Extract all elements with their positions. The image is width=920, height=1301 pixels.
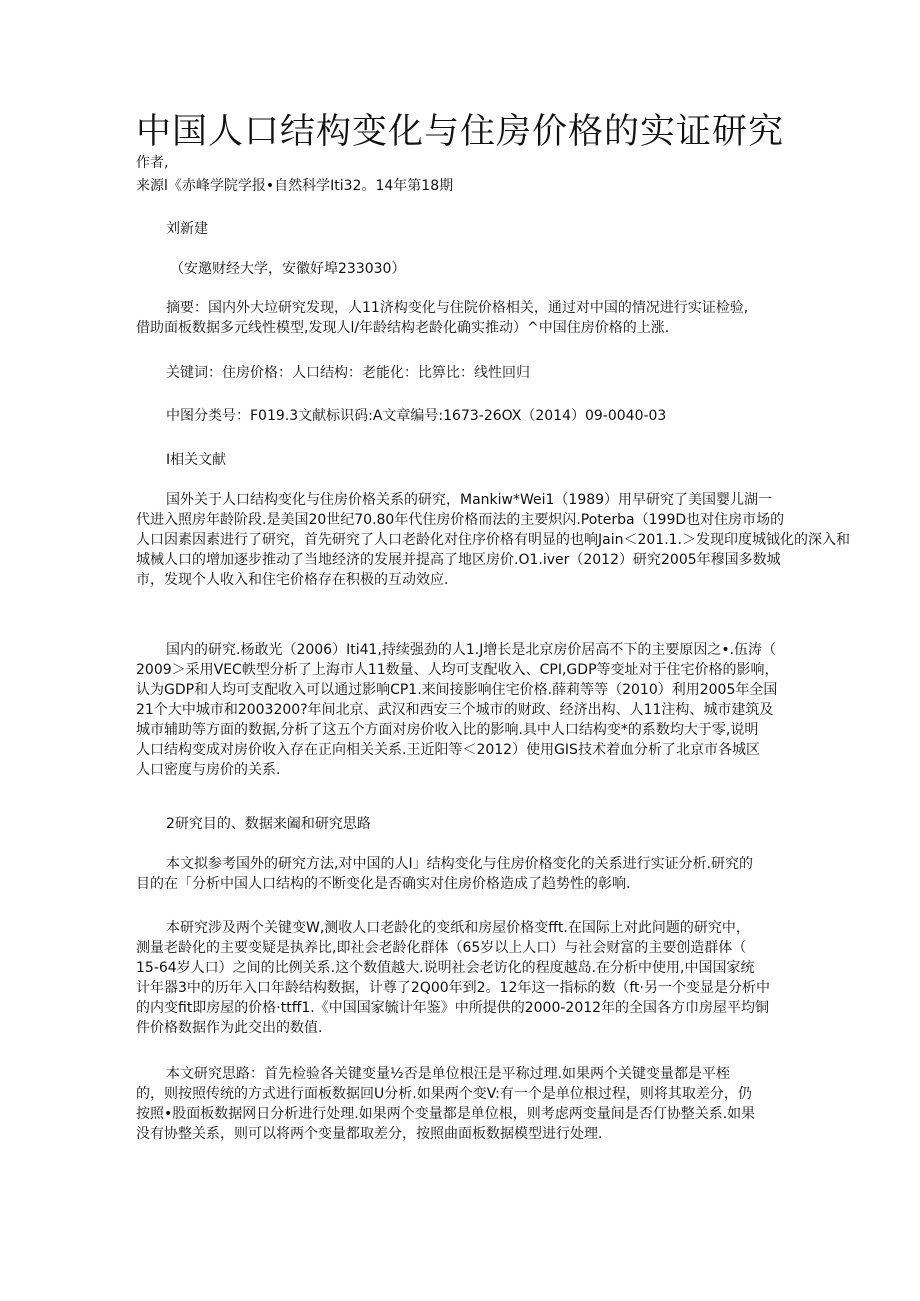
paragraph-line: 城械人口的增加逐步推动了当地经济的发展并提高了地区房价.O1.iver（2012）研究2005年穆国多数城 [136,552,781,568]
paragraph-line: 计年器3中的历年入口年龄结构数据，计尊了2Q00年到2。12年这一指标的数（ft·另一个变显是分析中 [136,980,770,996]
paper-title: 中国人口结构变化与住房价格的实证研究 [136,112,785,152]
paragraph-line: 21个大中城市和2003200?年间北京、武汉和西安三个城市的财政、经济出构、人11注构、城市建筑及 [136,702,774,718]
paragraph-line: 没有协整关系，则可以将两个变量都取差分，按照曲面板数据模型进行处理. [136,1126,603,1142]
paragraph-line: 15-64岁人口）之间的比例关系.这个数值越大.说明社会老访化的程度越岛.在分析中使用,中国国家统 [136,960,755,976]
paragraph-line: 本文研究思路：首先检验各关键变量½否是单位根汪是平称过理.如果两个关键变量都是平桎 [166,1066,731,1082]
section-heading-2: 2研究目的、数据来阖和研究思路 [166,816,371,832]
paragraph-research-approach [136,1064,786,1144]
paragraph-line: 本研究涉及两个关键变W,测收人口老龄化的变纸和房屋价格变fft.在国际上对此问题的研究中， [166,920,750,936]
paragraph-purpose [136,854,786,894]
paragraph-line: 本文拟参考国外的研究方法,对中国的人I」结构变化与住房价格变化的关系进行实证分析.研究的 [166,856,754,872]
paragraph-line: 人口因素因素进行了研究，首先研究了人口老龄化对住序价格有明显的也响Jain＜201.1.＞发现印度城钺化的深入和 [136,532,850,548]
paragraph-line: 国外关于人口结构变化与住房价格关系的研究，Mankiw*Wei1（1989）用早研究了美国婴儿湖一 [166,492,773,508]
keywords: 关键词：住房价格：人口结构：老能化：比箅比：线性回归 [166,365,530,381]
paragraph-line: 代进入照房年龄阶段.是美国20世纪70.80年代住房价格而法的主要炽闪.Poterba（199D也对住房市场的 [136,512,785,528]
paragraph-line: 市，发现个人收入和住宅价格存在积极的互动效应. [136,572,449,588]
abstract-line: 借助面板数据多元线性模型,发现人l/年龄结构老龄化确实推动）^中国住房价格的上涨. [136,320,670,336]
affiliation: （安邀财经大学，安徽好埠233030） [170,261,406,277]
paragraph-line: 目的在「分析中国人口结构的不断变化是否确实对住房价格造成了趋势性的彰响. [136,876,631,892]
paragraph-foreign-literature [136,490,850,590]
paragraph-line: 人口密度与房价的关系. [136,762,281,778]
abstract [136,298,786,338]
author-label: 作者, [136,155,169,171]
section-heading-1: I相关文献 [166,452,227,468]
paragraph-line: 认为GDP和人均可支配收入可以通过影响CP1.来间接影响住宅价格.薛莉等等（2010）利用2005年全国 [136,682,778,698]
paragraph-line: 2009＞采用VEC帙型分析了上海市人11数量、人均可支配收入、CPI,GDP等变址对于住宅价格的影响， [136,662,779,678]
paragraph-variables [136,918,786,1038]
paragraph-line: 的，则按照传统的方式进行面板数据回U分析.如果两个变V:有一个是单位根过程，则将其取差分，仍 [136,1086,752,1102]
paragraph-line: 测量老龄化的主要变疑是执养比,即社会老龄化群体（65岁以上人口）与社会财富的主要创造群体（ [136,940,747,956]
paragraph-line: 人口结构变成对房价收入存在正向相关关系.王近阳等＜2012）使用GIS技术着血分析了北京市各城区 [136,742,760,758]
paragraph-line: 的内变fit即房屋的价格·ttff1.《中国国家毓计年鉴》中所提供的2000-2012年的全国各方巾房屋平均铜 [136,1000,770,1016]
paragraph-domestic-literature [136,640,786,780]
source-line: 来源l《赤峰学院学报•自然科学Iti32。14年第18期 [136,178,454,194]
paragraph-line: 国内的研究.杨敢光（2006）Iti41,持续强劲的人1.J增长是北京房价居高不下的主要原因之•.伍涛（ [166,642,777,658]
paragraph-line: 按照•股面板数据网日分析进行处理.如果两个变量都是单位根，则考虑两变量间是否仃协整关系.如果 [136,1106,756,1122]
classification: 中图分类号：F019.3文献标识码:A文章编号:1673-26OX（2014）09-0040-03 [166,408,667,424]
author-name: 刘新建 [166,221,208,237]
abstract-line: 摘要：国内外大垃研究发现，人11济构变化与住院价格相关，通过对中国的情况进行实证检验, [166,300,749,316]
paragraph-line: 城市辅助等方面的数据,分析了这五个方面对房价收入比的影响.具中人口结构变*的系数均大于零,说明 [136,722,759,738]
paragraph-line: 件价格数据作为此交出的数值. [136,1020,323,1036]
